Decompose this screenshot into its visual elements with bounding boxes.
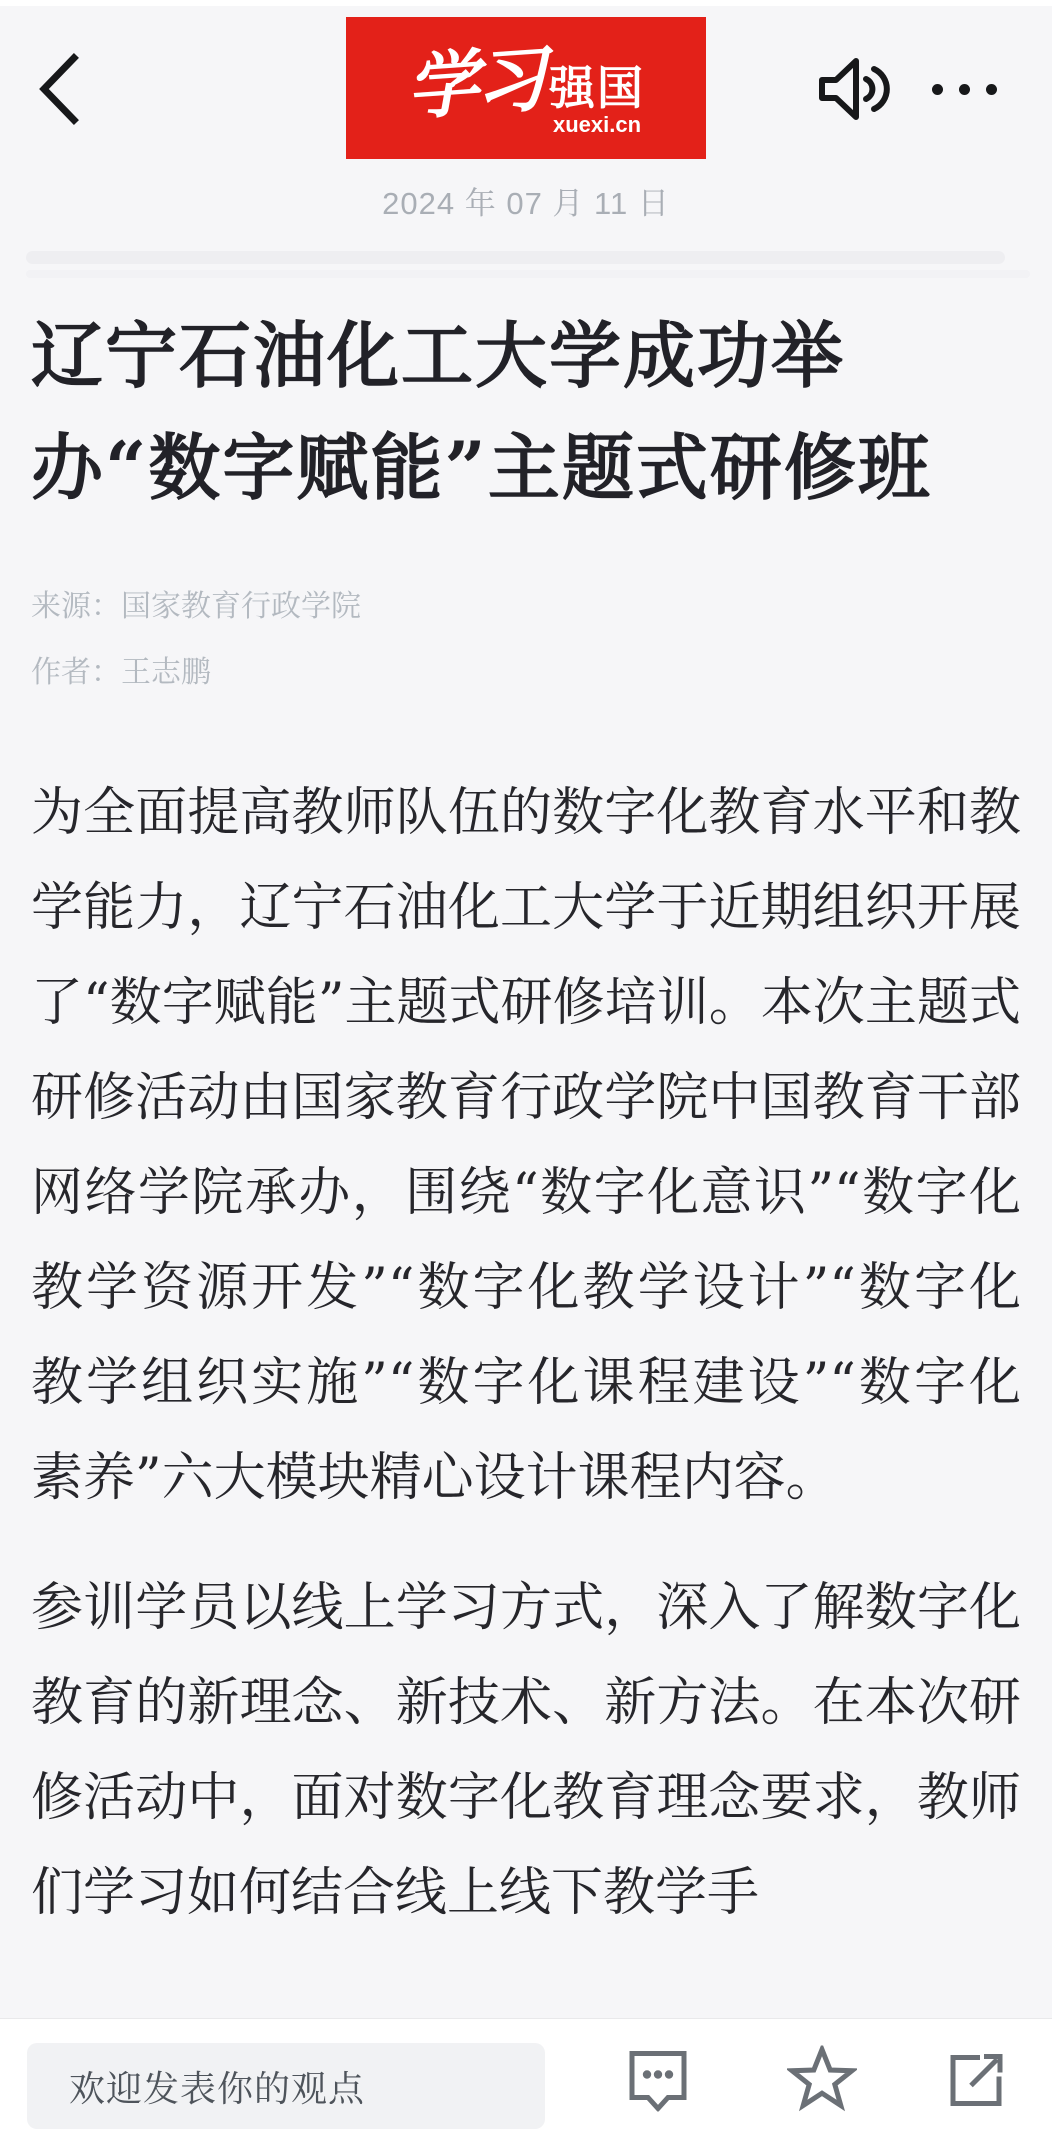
speaker-icon <box>816 58 892 120</box>
dot-icon <box>932 84 943 95</box>
article-body <box>31 766 1021 1941</box>
article-title <box>31 300 1021 524</box>
status-bar-strip <box>0 0 1052 6</box>
title-line-2: 办“数字赋能”主题式研修班 <box>31 425 932 510</box>
bottom-toolbar <box>0 2018 1052 2145</box>
favorite-button[interactable] <box>787 2046 857 2119</box>
back-chevron-icon <box>36 52 82 126</box>
author-label: 作者： <box>31 656 121 689</box>
star-icon <box>787 2046 857 2114</box>
author-value: 王志鹏 <box>121 656 211 689</box>
dot-icon <box>986 84 997 95</box>
title-line-1: 辽宁石油化工大学成功举 <box>31 313 846 398</box>
divider-bar <box>26 251 1005 264</box>
source-label: 来源： <box>31 590 121 623</box>
share-arrow-icon <box>944 2049 1006 2111</box>
more-menu-button[interactable] <box>932 68 1018 110</box>
dot-icon <box>959 84 970 95</box>
source-row <box>31 574 1021 640</box>
paragraph: 为全面提高教师队伍的数字化教育水平和教学能力，辽宁石油化工大学于近期组织开展了“数字赋能”主题式研修培训。本次主题式研修活动由国家教育行政学院中国教育干部网络学院承办，围绕“数字化意识”“数字化教学资源开发”“数字化教学设计”“数字化教学组织实施”“数字化课程建设”“数字化素养”六大模块精心设计课程内容。 <box>31 783 1021 1508</box>
comment-bubble-icon <box>626 2048 690 2112</box>
source-value: 国家教育行政学院 <box>121 590 361 623</box>
article-meta <box>31 574 1021 706</box>
author-row <box>31 640 1021 706</box>
logo-domain-text: xuexi.cn <box>552 111 642 137</box>
divider-bar <box>26 270 1030 278</box>
back-button[interactable] <box>36 52 82 126</box>
comment-placeholder: 欢迎发表你的观点 <box>69 2067 366 2109</box>
publish-date: 2024 年 07 月 11 日 <box>382 186 670 221</box>
logo-bold-text: 强国 <box>549 61 645 114</box>
paragraph: 参训学员以线上学习方式，深入了解数字化教育的新理念、新技术、新方法。在本次研修活动中，面对数字化教育理念要求，教师们学习如何结合线上线下教学手 <box>31 1578 1021 1923</box>
logo-script-text: 学习 <box>403 35 546 130</box>
comments-button[interactable] <box>626 2048 690 2117</box>
share-button[interactable] <box>944 2049 1006 2116</box>
read-aloud-button[interactable] <box>816 58 892 120</box>
comment-input[interactable] <box>27 2043 545 2129</box>
xuexi-logo-banner[interactable] <box>346 17 706 159</box>
article-content <box>31 300 1021 1941</box>
